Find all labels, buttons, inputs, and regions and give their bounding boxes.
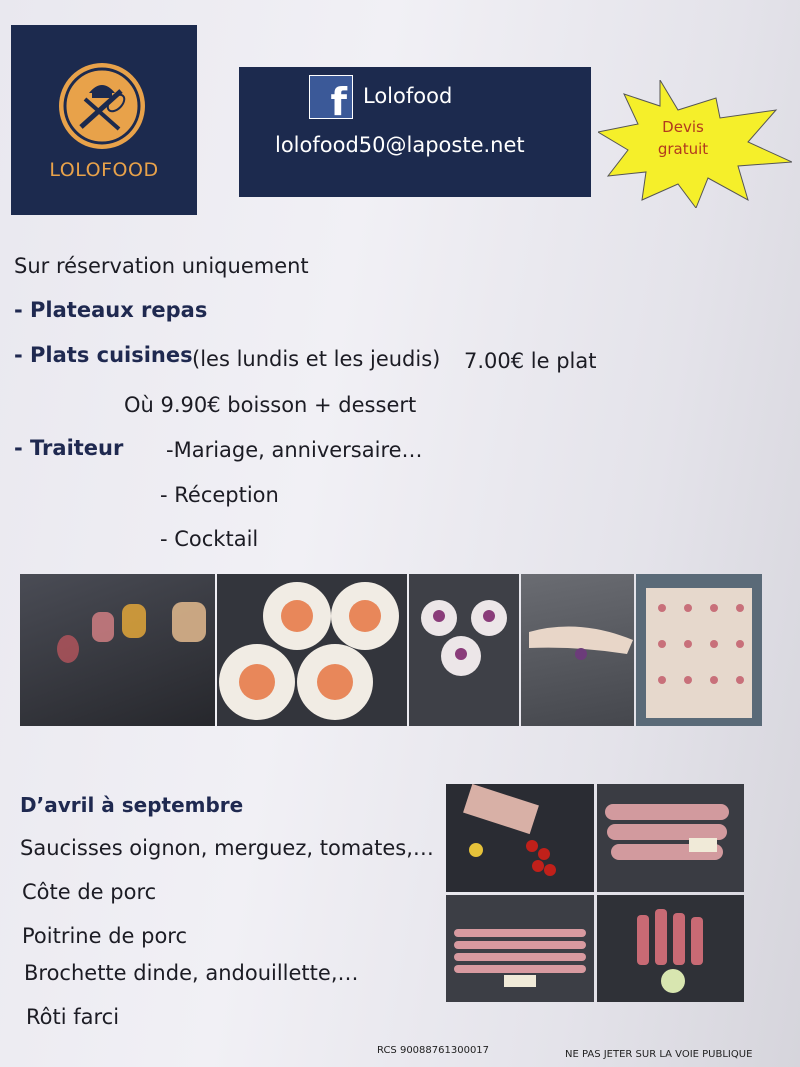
reservation-note: Sur réservation uniquement xyxy=(14,254,309,278)
facebook-page-name[interactable]: Lolofood xyxy=(363,84,453,108)
season-item: Saucisses oignon, merguez, tomates,… xyxy=(20,836,434,860)
meat-photo-grid xyxy=(446,784,744,1002)
season-item: Rôti farci xyxy=(26,1005,120,1029)
season-item: Brochette dinde, andouillette,… xyxy=(24,961,359,985)
salmon-plates-photo xyxy=(217,574,406,726)
season-item: Côte de porc xyxy=(22,880,157,904)
season-item: Poitrine de porc xyxy=(22,924,188,948)
devis-line-2: gratuit xyxy=(657,140,709,158)
traiteur-item: -Mariage, anniversaire… xyxy=(166,438,423,462)
rcs-number: RCS 90088761300017 xyxy=(377,1045,490,1056)
plateaux-repas: - Plateaux repas xyxy=(14,298,208,322)
canapes-platter-photo xyxy=(636,574,762,726)
formula-price: Où 9.90€ boisson + dessert xyxy=(124,393,417,417)
merguez-photo xyxy=(446,895,594,1003)
logo-name: LOLOFOOD xyxy=(49,159,159,181)
public-notice: NE PAS JETER SUR LA VOIE PUBLIQUE xyxy=(565,1049,753,1060)
season-title: D’avril à septembre xyxy=(20,793,244,817)
plats-cuisines-label: - Plats cuisines xyxy=(14,343,193,367)
flower-verrines-photo xyxy=(409,574,519,726)
logo-box xyxy=(11,25,197,215)
plats-days: (les lundis et les jeudis) xyxy=(192,347,441,371)
sausages-photo xyxy=(597,784,745,892)
plats-price: 7.00€ le plat xyxy=(464,349,597,373)
email-address[interactable]: lolofood50@laposte.net xyxy=(275,133,525,157)
brochette-tomatoes-photo xyxy=(446,784,594,892)
traiteur-label: - Traiteur xyxy=(14,436,124,460)
food-photo-strip xyxy=(20,574,762,726)
devis-badge xyxy=(598,116,768,160)
traiteur-item: - Cocktail xyxy=(160,527,259,551)
skewers-photo xyxy=(597,895,745,1003)
facebook-icon[interactable]: f xyxy=(309,75,353,119)
chef-whisk-logo-icon xyxy=(59,63,145,149)
fish-fillet-photo xyxy=(521,574,635,726)
contact-box xyxy=(239,67,591,197)
traiteur-item: - Réception xyxy=(160,483,279,507)
devis-line-1: Devis xyxy=(662,118,704,136)
verrines-photo xyxy=(20,574,215,726)
